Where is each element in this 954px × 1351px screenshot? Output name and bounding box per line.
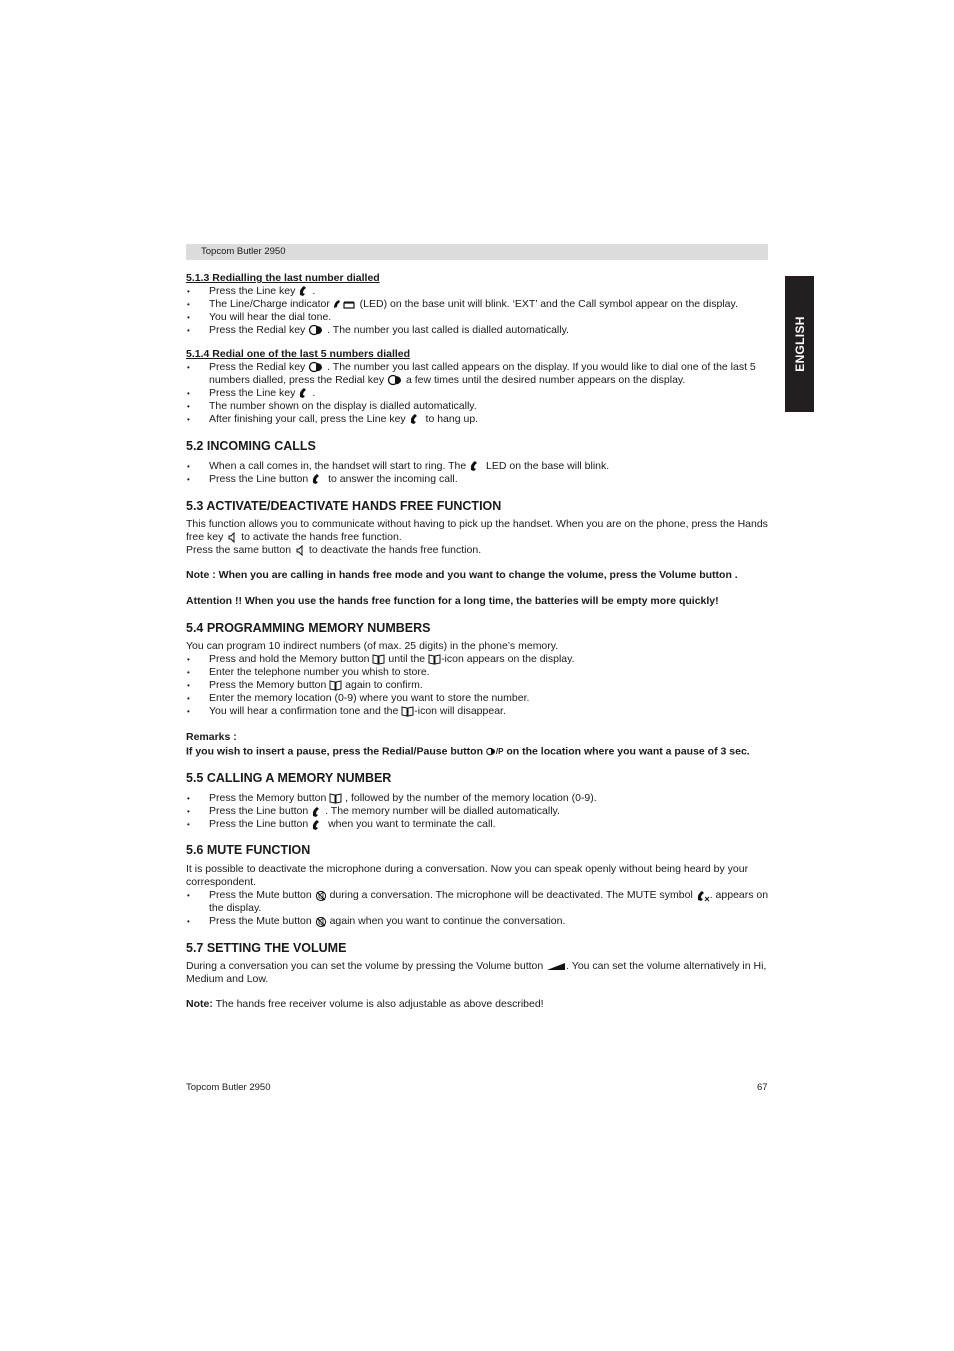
book-icon [329, 793, 342, 804]
list-item: • The Line/Charge indicator (LED) on the base unit will blink. ‘EXT’ and the Call symbol appear on the display. [186, 298, 772, 311]
list-5-6 [186, 889, 772, 928]
list-5-5 [186, 792, 772, 831]
list-item: • Enter the telephone number you whish to store. [186, 666, 772, 679]
note: Note : When you are calling in hands free mode and you want to change the volume, press the Volume button . [186, 569, 738, 581]
list-item: • Press the Line button to answer the incoming call. [186, 473, 772, 486]
page-number: 67 [757, 1082, 768, 1093]
list-item: • Press the Redial key . The number you last called is dialled automatically. [186, 324, 772, 337]
list-item: • Press the Redial key . The number you last called appears on the display. If you would like to dial one of the last 5 numbers dialled, press the Redial key a few times until the desired number appears on the display. [186, 361, 772, 387]
mute-icon [315, 890, 327, 902]
mute-symbol-icon [696, 890, 710, 902]
book-icon [372, 654, 385, 665]
paragraph: During a conversation you can set the volume by pressing the Volume button . You can set the volume alternatively in Hi, Medium and Low. [186, 960, 767, 986]
paragraph: Press the same button to deactivate the hands free function. [186, 544, 482, 556]
book-icon [401, 706, 414, 717]
list-5-2 [186, 460, 772, 486]
paragraph: This function allows you to communicate without having to pick up the handset. When you are on the phone, press the Hands free key to activate the hands free function. [186, 518, 768, 543]
list-5-1-4 [186, 361, 772, 426]
speaker-icon [294, 545, 306, 556]
list-item: • Press the Line key . [186, 387, 772, 400]
list-item: • Press the Mute button during a conversation. The microphone will be deactivated. The MUTE symbol . appears on the display. [186, 889, 772, 915]
volume-icon [546, 962, 566, 971]
redial-pause-icon: /P [486, 745, 504, 758]
section-title-5-5: 5.5 CALLING A MEMORY NUMBER [186, 771, 392, 786]
list-item: • You will hear a confirmation tone and the -icon will disappear. [186, 705, 772, 718]
list-5-1-3 [186, 285, 772, 337]
line-charge-icon [333, 298, 357, 310]
list-item: • You will hear the dial tone. [186, 311, 772, 324]
handset-icon [311, 806, 325, 818]
main-content [186, 272, 772, 1011]
handset-icon [311, 473, 325, 485]
paragraph: You can program 10 indirect numbers (of max. 25 digits) in the phone’s memory. [186, 640, 559, 652]
speaker-icon [226, 532, 238, 543]
redial-icon [308, 361, 324, 373]
handset-icon [311, 819, 325, 831]
mute-icon [315, 916, 327, 928]
list-item: • When a call comes in, the handset will start to ring. The LED on the base will blink. [186, 460, 772, 473]
section-title-5-1-4: 5.1.4 Redial one of the last 5 numbers dialled [186, 348, 411, 360]
note: Note: The hands free receiver volume is also adjustable as above described! [186, 998, 544, 1011]
remarks-text: If you wish to insert a pause, press the Redial/Pause button /P on the location where you want a pause of 3 sec. [186, 745, 750, 758]
list-item: • Press the Line button . The memory number will be dialled automatically. [186, 805, 772, 818]
list-item: • After finishing your call, press the Line key to hang up. [186, 413, 772, 426]
list-item: • Press the Line button when you want to terminate the call. [186, 818, 772, 831]
language-label: ENGLISH [792, 316, 807, 372]
list-item: • Press the Mute button again when you want to continue the conversation. [186, 915, 772, 928]
section-title-5-1-3: 5.1.3 Redialling the last number dialled [186, 272, 380, 284]
section-title-5-3: 5.3 ACTIVATE/DEACTIVATE HANDS FREE FUNCTION [186, 499, 502, 513]
book-icon [428, 654, 441, 665]
paragraph: It is possible to deactivate the microphone during a conversation. Now you can speak openly without being heard by your correspondent. [186, 863, 749, 889]
remarks-title: Remarks : [186, 731, 237, 743]
section-title-5-7: 5.7 SETTING THE VOLUME [186, 941, 347, 956]
handset-icon [469, 460, 483, 472]
section-title-5-2: 5.2 INCOMING CALLS [186, 439, 316, 453]
list-5-4 [186, 653, 772, 718]
language-tab [785, 276, 814, 412]
list-item: • Enter the memory location (0-9) where you want to store the number. [186, 692, 772, 705]
redial-icon [308, 324, 324, 336]
handset-icon [298, 387, 312, 399]
attention: Attention !! When you use the hands free function for a long time, the batteries will be empty more quickly! [186, 595, 719, 607]
list-item: • Press the Line key . [186, 285, 772, 298]
list-item: • The number shown on the display is dialled automatically. [186, 400, 772, 413]
header-title: Topcom Butler 2950 [201, 246, 286, 257]
page-header [186, 244, 768, 260]
handset-icon [298, 285, 312, 297]
footer-title: Topcom Butler 2950 [186, 1082, 271, 1093]
list-item: • Press the Memory button again to confirm. [186, 679, 772, 692]
book-icon [329, 680, 342, 691]
handset-icon [409, 413, 423, 425]
list-item: • Press and hold the Memory button until the -icon appears on the display. [186, 653, 772, 666]
redial-icon [387, 374, 403, 386]
section-title-5-6: 5.6 MUTE FUNCTION [186, 843, 311, 858]
section-title-5-4: 5.4 PROGRAMMING MEMORY NUMBERS [186, 621, 431, 635]
list-item: • Press the Memory button , followed by the number of the memory location (0-9). [186, 792, 772, 805]
